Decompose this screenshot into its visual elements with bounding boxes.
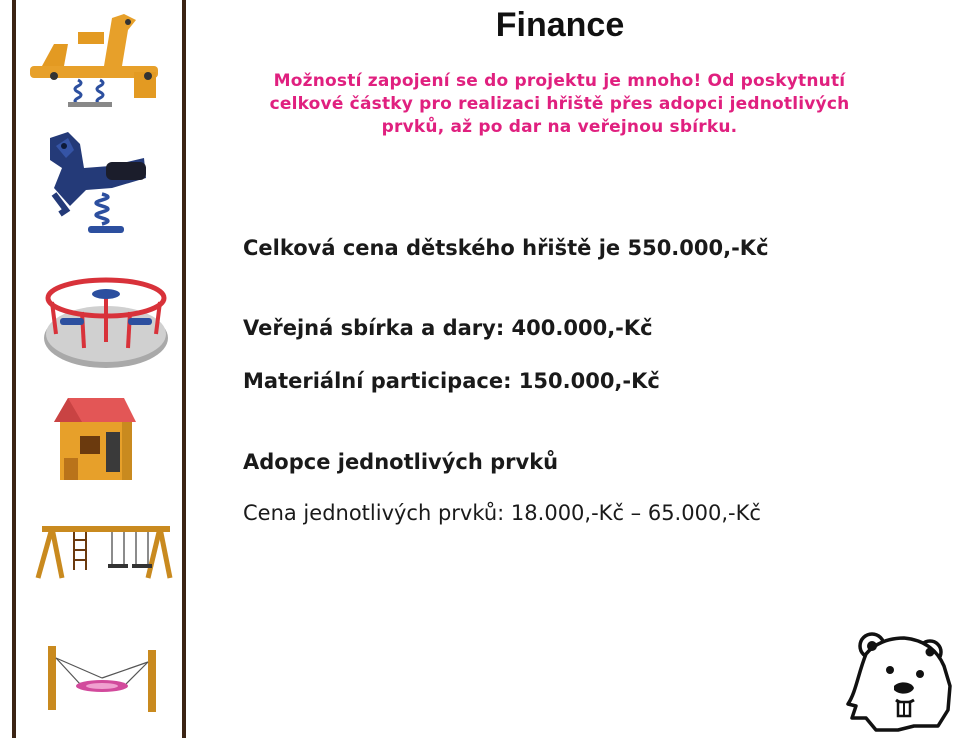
intro-line: celkové částky pro realizaci hřiště přes adopci jednotlivých: [269, 94, 850, 114]
total-cost-line: Celková cena dětského hřiště je 550.000,-Kč: [243, 236, 769, 260]
beaver-mascot-icon: [842, 626, 954, 732]
seesaw-rocker-icon: [24, 10, 164, 110]
page-title: Finance: [495, 6, 625, 44]
intro-paragraph: [232, 70, 887, 139]
sidebar-right-rail: [182, 0, 186, 738]
intro-line: Možností zapojení se do projektu je mnoho! Od poskytnutí: [273, 71, 846, 91]
swing-set-icon: [34, 520, 174, 582]
material-participation-line: Materiální participace: 150.000,-Kč: [243, 369, 660, 393]
sidebar-left-rail: [12, 0, 16, 738]
nest-swing-icon: [42, 640, 166, 716]
sidebar-equipment-strip: [0, 0, 190, 738]
spring-horse-icon: [40, 128, 150, 238]
intro-line: prvků, až po dar na veřejnou sbírku.: [381, 117, 738, 137]
carousel-icon: [42, 272, 170, 372]
public-collection-line: Veřejná sbírka a dary: 400.000,-Kč: [243, 316, 653, 340]
playhouse-icon: [52, 394, 138, 486]
element-price-line: Cena jednotlivých prvků: 18.000,-Kč – 65.000,-Kč: [243, 501, 761, 525]
adoption-heading: Adopce jednotlivých prvků: [243, 450, 559, 474]
